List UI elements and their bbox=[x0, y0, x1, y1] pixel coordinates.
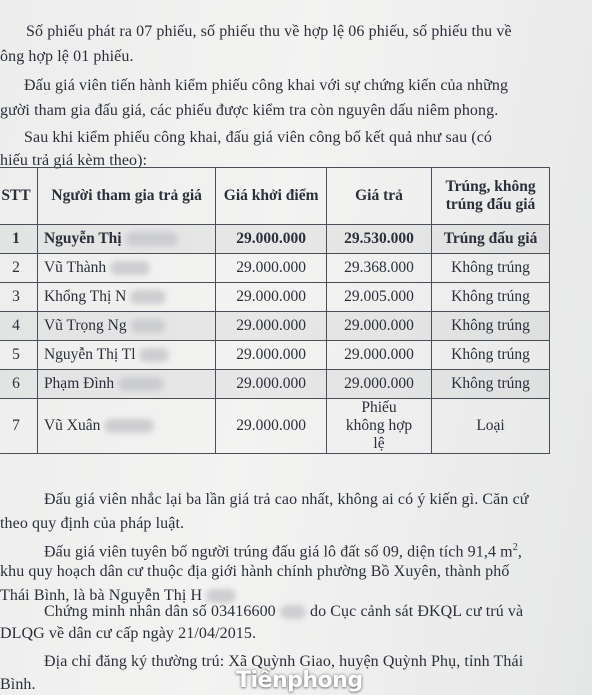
table-row bbox=[0, 370, 550, 399]
row-start-price: 29.000.000 bbox=[216, 254, 327, 283]
paragraph-line: khu quy hoạch dân cư thuộc địa giới hành chính phường Bồ Xuyên, thành phố bbox=[0, 563, 510, 580]
header-bid-price: Giá trả bbox=[326, 168, 431, 225]
auction-results-table bbox=[0, 167, 550, 454]
table-row bbox=[0, 312, 550, 341]
row-bid-price bbox=[326, 399, 431, 454]
row-result: Loại bbox=[432, 399, 550, 454]
header-bidder: Người tham gia trả giá bbox=[37, 168, 215, 225]
paragraph-line: ông hợp lệ 01 phiếu. bbox=[0, 48, 134, 65]
paragraph-line: Địa chỉ đăng ký thường trú: Xã Quỳnh Giao, huyện Quỳnh Phụ, tỉnh Thái bbox=[44, 653, 524, 670]
row-stt: 6 bbox=[0, 370, 37, 399]
row-bidder bbox=[37, 370, 215, 399]
row-stt: 2 bbox=[0, 254, 37, 283]
row-result: Không trúng bbox=[432, 370, 550, 399]
row-start-price: 29.000.000 bbox=[216, 341, 327, 370]
row-bid-price: 29.005.000 bbox=[326, 283, 431, 312]
paragraph-line: Sau khi kiểm phiếu công khai, đấu giá viên công bố kết quả như sau (có bbox=[24, 129, 493, 146]
paragraph-line: theo quy định của pháp luật. bbox=[0, 515, 185, 532]
row-bidder bbox=[37, 225, 215, 254]
row-bid-price: 29.368.000 bbox=[326, 254, 431, 283]
row-stt: 3 bbox=[0, 283, 37, 312]
table-row bbox=[0, 225, 550, 254]
row-stt: 7 bbox=[0, 399, 37, 454]
row-result: Không trúng bbox=[432, 312, 550, 341]
text-segment: do Cục cảnh sát ĐKQL cư trú và bbox=[309, 603, 524, 620]
paragraph-line: Đấu giá viên nhắc lại ba lần giá trả cao nhất, không ai có ý kiến gì. Căn cứ bbox=[44, 491, 529, 508]
bidder-name: Vũ Xuân bbox=[43, 417, 101, 434]
paragraph-line: gười tham gia đấu giá, các phiếu được kiểm tra còn nguyên dấu niêm phong. bbox=[0, 102, 499, 119]
bidder-name: Phạm Đình bbox=[43, 375, 115, 392]
table-row bbox=[0, 283, 550, 312]
table-row bbox=[0, 399, 550, 454]
redaction-blur bbox=[110, 261, 150, 275]
paragraph-line bbox=[44, 602, 523, 622]
bidder-name: Nguyễn Thị bbox=[43, 230, 122, 247]
redaction-blur bbox=[118, 377, 164, 391]
text-segment: Chứng minh nhân dân số 03416600 bbox=[44, 603, 276, 620]
text-segment: Đấu giá viên tuyên bố người trúng đấu giá lô đất số 09, diện tích 91,4 m bbox=[44, 543, 513, 561]
redaction-blur bbox=[280, 605, 306, 619]
header-stt: STT bbox=[0, 168, 37, 225]
row-result: Không trúng bbox=[432, 254, 550, 283]
redaction-blur bbox=[130, 290, 166, 304]
watermark-logo: Tiềnphong bbox=[236, 668, 363, 693]
header-result bbox=[432, 168, 550, 225]
row-stt: 1 bbox=[0, 225, 37, 254]
table-row bbox=[0, 254, 550, 283]
row-stt: 4 bbox=[0, 312, 37, 341]
bidder-name: Nguyễn Thị Tl bbox=[43, 346, 136, 363]
row-bidder bbox=[37, 254, 215, 283]
row-start-price: 29.000.000 bbox=[216, 225, 327, 254]
row-bidder bbox=[37, 312, 215, 341]
row-bid-price: 29.000.000 bbox=[326, 341, 431, 370]
row-start-price: 29.000.000 bbox=[216, 283, 327, 312]
redaction-blur bbox=[126, 232, 178, 246]
row-bidder bbox=[37, 341, 215, 370]
row-bid-price: 29.000.000 bbox=[326, 312, 431, 341]
paragraph-line: DLQG về dân cư cấp ngày 21/04/2015. bbox=[0, 625, 257, 642]
row-bidder bbox=[37, 399, 215, 454]
row-stt: 5 bbox=[0, 341, 37, 370]
table-row bbox=[0, 341, 550, 370]
row-bid-price: 29.530.000 bbox=[326, 225, 431, 254]
row-result: Trúng đấu giá bbox=[432, 225, 550, 254]
paragraph-line: hiếu trả giá kèm theo): bbox=[0, 152, 148, 169]
row-result: Không trúng bbox=[432, 341, 550, 370]
row-result: Không trúng bbox=[432, 283, 550, 312]
bidder-name: Vũ Trọng Ng bbox=[43, 317, 127, 334]
header-start-price: Giá khởi điểm bbox=[216, 168, 327, 225]
bidder-name: Vũ Thành bbox=[43, 259, 107, 276]
redaction-blur bbox=[139, 348, 169, 362]
bidder-name: Khổng Thị N bbox=[43, 288, 127, 305]
paragraph-line bbox=[44, 538, 522, 562]
row-start-price: 29.000.000 bbox=[216, 312, 327, 341]
row-start-price: 29.000.000 bbox=[216, 399, 327, 454]
row-start-price: 29.000.000 bbox=[216, 370, 327, 399]
row-bidder bbox=[37, 283, 215, 312]
paragraph-line: Số phiếu phát ra 07 phiếu, số phiếu thu về hợp lệ 06 phiếu, số phiếu thu về bbox=[26, 23, 512, 40]
text-segment: Thái Bình, là bà Nguyễn Thị H bbox=[0, 587, 203, 604]
paragraph-line: Bình. bbox=[0, 676, 36, 693]
redaction-blur bbox=[104, 419, 154, 433]
text-segment: , bbox=[517, 543, 522, 561]
table-header-row bbox=[0, 168, 550, 225]
row-bid-price: 29.000.000 bbox=[326, 370, 431, 399]
paragraph-line: Đấu giá viên tiến hành kiểm phiếu công khai với sự chứng kiến của những bbox=[24, 77, 509, 94]
bid-note-line: lệ bbox=[373, 435, 385, 452]
bid-note-line: không hợp bbox=[345, 417, 413, 434]
redaction-blur bbox=[131, 319, 165, 333]
bid-note-line: Phiếu bbox=[361, 399, 397, 416]
header-result-line: Trúng, không bbox=[445, 178, 536, 195]
header-result-line: trúng đấu giá bbox=[445, 196, 536, 213]
superscript: 2 bbox=[512, 542, 518, 553]
